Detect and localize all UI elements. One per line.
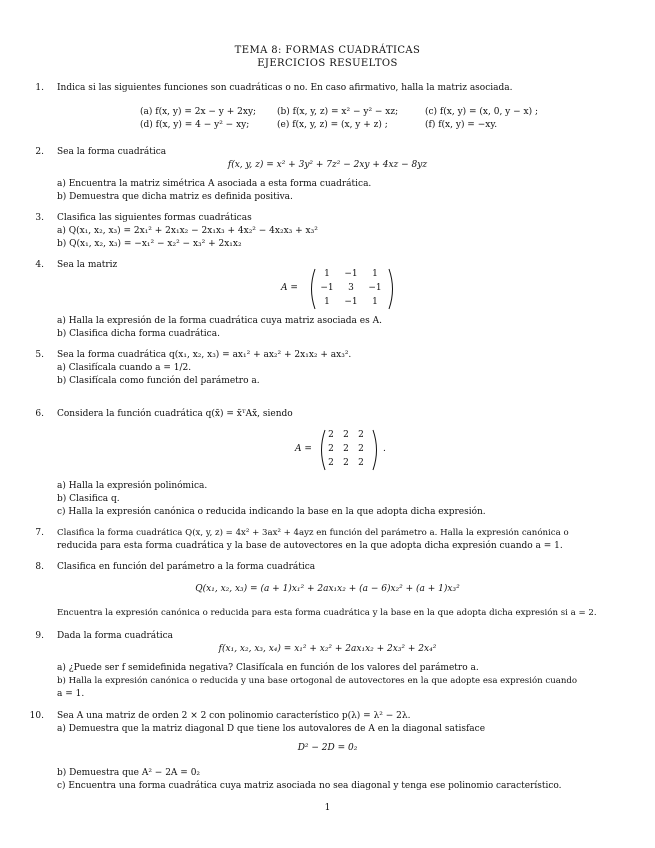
exercise-9-part-b-line-2: a = 1. (57, 689, 85, 699)
exercise-6-text: Considera la función cuadrática q(x̄) = x̄ᵀAx̄, siendo (57, 409, 293, 419)
page-subtitle: EJERCICIOS RESUELTOS (257, 58, 398, 69)
exercise-2-text: Sea la forma cuadrática (57, 147, 167, 157)
exercise-6-number: 6. (35, 409, 44, 419)
right-paren (387, 268, 397, 310)
exercise-9-formula: f(x₁, x₂, x₃, x₄) = x₁² + x₂² + 2ax₁x₂ + 2x₃² + 2x₄² (218, 644, 437, 654)
exercise-1-item-c: (c) f(x, y) = (x, 0, y − x) ; (425, 107, 539, 117)
exercise-1-item-f: (f) f(x, y) = −xy. (425, 120, 498, 130)
matrix-cell: 3 (348, 283, 354, 293)
exercise-9-text: Dada la forma cuadrática (57, 631, 174, 641)
exercise-1-item-b: (b) f(x, y, z) = x² − y² − xz; (277, 107, 399, 117)
matrix-period: . (383, 444, 386, 454)
matrix-cell: 1 (324, 297, 330, 307)
matrix-cell: −1 (320, 283, 334, 293)
exercise-9-number: 9. (35, 631, 44, 641)
exercise-10-part-c: c) Encuentra una forma cuadrática cuya matriz asociada no sea diagonal y tenga ese polinomio característico. (57, 781, 562, 791)
exercise-6-part-b: b) Clasifica q. (57, 494, 120, 504)
matrix-cell: 2 (358, 444, 364, 454)
matrix-cell: 1 (324, 269, 330, 279)
exercise-3-part-b: b) Q(x₁, x₂, x₃) = −x₁² − x₂² − x₃² + 2x₁x₂ (57, 239, 242, 249)
exercise-2-formula: f(x, y, z) = x² + 3y² + 7z² − 2xy + 4xz − 8yz (227, 160, 428, 170)
exercise-2-number: 2. (35, 147, 44, 157)
exercise-4-number: 4. (35, 260, 44, 270)
exercise-9-part-b-line-1: b) Halla la expresión canónica o reducida y una base ortogonal de autovectores en la que adopte esa expresión cuando (57, 676, 578, 686)
exercise-7-line-1: Clasifica la forma cuadrática Q(x, y, z) = 4x² + 3ax² + 4ayz en función del parámetro a. Halla la expresión canónica o (57, 528, 569, 538)
exercise-8-number: 8. (35, 562, 44, 572)
exercise-10-formula: D² − 2D = 0₂ (297, 743, 358, 753)
matrix-label: A = (281, 283, 298, 293)
exercise-7-number: 7. (35, 528, 44, 538)
page-number: 1 (324, 803, 331, 813)
matrix-cell: 2 (358, 458, 364, 468)
matrix-cell: 2 (343, 444, 349, 454)
exercise-4-part-b: b) Clasifica dicha forma cuadrática. (57, 329, 220, 339)
matrix-cell: 2 (328, 444, 334, 454)
exercise-4-part-a: a) Halla la expresión de la forma cuadrática cuya matriz asociada es A. (57, 316, 382, 326)
matrix-cell: −1 (368, 283, 382, 293)
exercise-5-number: 5. (35, 350, 44, 360)
exercise-9-part-a: a) ¿Puede ser f semidefinida negativa? Clasifícala en función de los valores del parámetro a. (57, 663, 479, 673)
exercise-1-number: 1. (35, 83, 44, 93)
exercise-5-part-b: b) Clasifícala como función del parámetro a. (57, 376, 260, 386)
exercise-5-part-a: a) Clasifícala cuando a = 1/2. (57, 363, 192, 373)
exercise-1-item-e: (e) f(x, y, z) = (x, y + z) ; (277, 120, 388, 130)
exercise-10-number: 10. (29, 711, 44, 721)
exercise-8-after: Encuentra la expresión canónica o reducida para esta forma cuadrática y la base en la que adopta dicha expresión si a = 2. (57, 608, 597, 618)
matrix-cell: 1 (372, 297, 378, 307)
matrix-cell: 1 (372, 269, 378, 279)
matrix-cell: 2 (358, 430, 364, 440)
exercise-1-text: Indica si las siguientes funciones son cuadráticas o no. En caso afirmativo, halla la matriz asociada. (57, 83, 513, 93)
exercise-3-part-a: a) Q(x₁, x₂, x₃) = 2x₁² + 2x₁x₂ − 2x₁x₃ + 4x₂² − 4x₂x₃ + x₃² (57, 226, 318, 236)
matrix-cell: 2 (328, 430, 334, 440)
exercise-6-part-a: a) Halla la expresión polinómica. (57, 481, 208, 491)
exercise-10-text: Sea A una matriz de orden 2 × 2 con polinomio característico p(λ) = λ² − 2λ. (57, 711, 411, 721)
exercise-6-part-c: c) Halla la expresión canónica o reducida indicando la base en la que adopta dicha expresión. (57, 507, 486, 517)
exercise-1-item-a: (a) f(x, y) = 2x − y + 2xy; (140, 107, 257, 117)
matrix-cell: −1 (344, 269, 358, 279)
exercise-8-formula: Q(x₁, x₂, x₃) = (a + 1)x₁² + 2ax₁x₂ + (a − 6)x₂² + (a + 1)x₃² (195, 584, 460, 594)
exercise-10-part-a: a) Demuestra que la matriz diagonal D que tiene los autovalores de A en la diagonal satisface (57, 724, 486, 734)
exercise-3-text: Clasifica las siguientes formas cuadráticas (57, 213, 252, 223)
page-title: TEMA 8: FORMAS CUADRÁTICAS (234, 45, 421, 56)
exercise-7-line-2: reducida para esta forma cuadrática y la base de autovectores en la que adopta dicha expresión cuando a = 1. (57, 541, 563, 551)
exercise-2-part-a: a) Encuentra la matriz simétrica A asociada a esta forma cuadrática. (57, 179, 372, 189)
exercise-3-number: 3. (35, 213, 44, 223)
exercise-5-text: Sea la forma cuadrática q(x₁, x₂, x₃) = ax₁² + ax₂² + 2x₁x₂ + ax₃². (57, 350, 352, 360)
exercise-4-text: Sea la matriz (57, 260, 118, 270)
matrix-cell: 2 (328, 458, 334, 468)
right-paren (371, 429, 381, 471)
matrix-cell: 2 (343, 430, 349, 440)
exercise-2-part-b: b) Demuestra que dicha matriz es definida positiva. (57, 192, 293, 202)
exercise-1-item-d: (d) f(x, y) = 4 − y² − xy; (140, 120, 250, 130)
matrix-cell: 2 (343, 458, 349, 468)
exercise-8-text: Clasifica en función del parámetro a la forma cuadrática (57, 562, 316, 572)
matrix-label: A = (295, 444, 312, 454)
matrix-cell: −1 (344, 297, 358, 307)
exercise-10-part-b: b) Demuestra que A² − 2A = 0₂ (57, 768, 201, 778)
